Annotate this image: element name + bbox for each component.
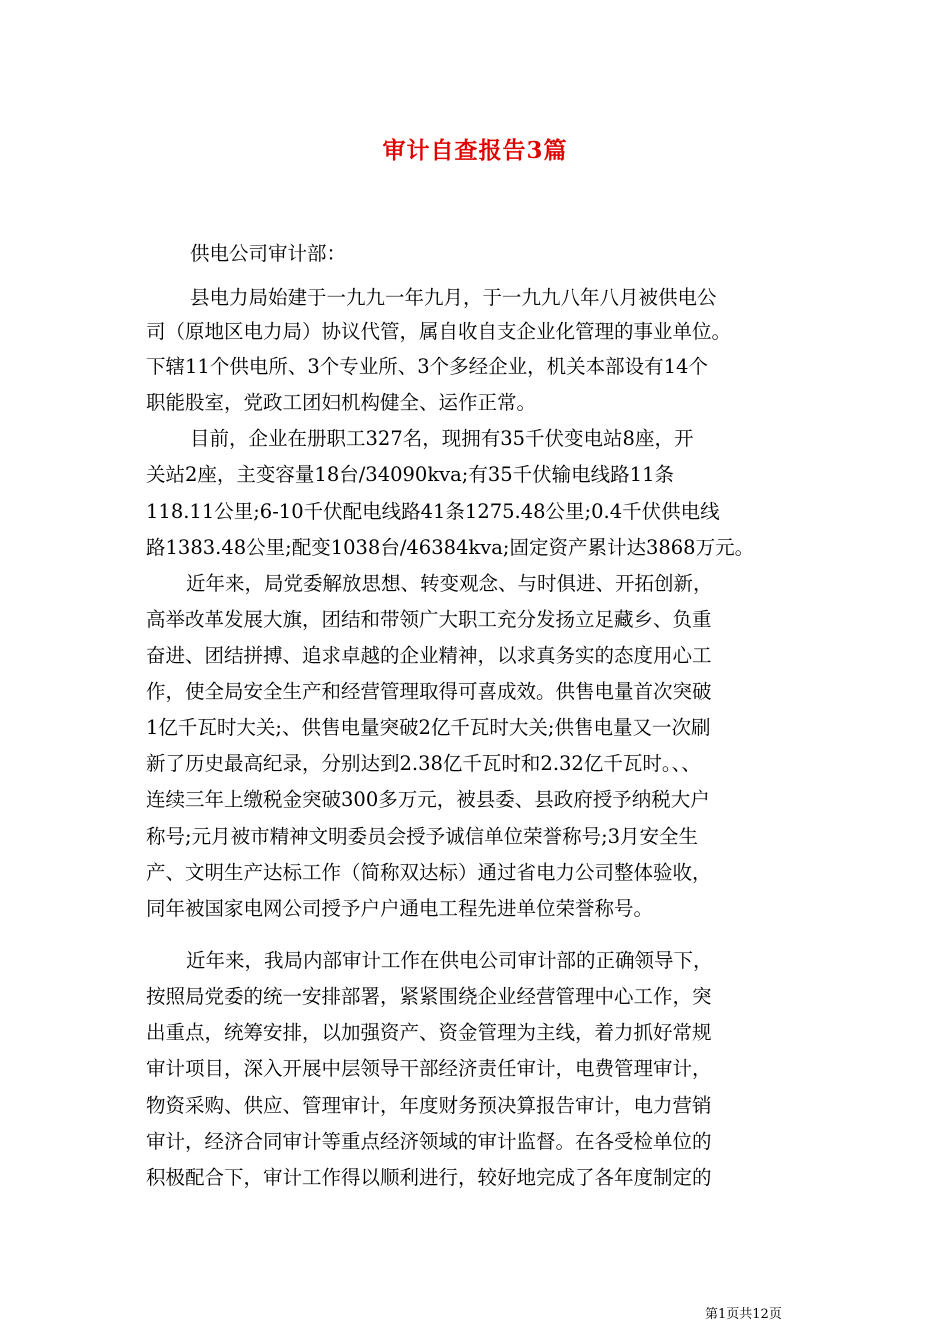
body-line: 出重点，统筹安排，以加强资产、资金管理为主线，着力抓好常规 [146, 1021, 712, 1044]
body-line: 连续三年上缴税金突破300多万元，被县委、县政府授予纳税大户 [146, 788, 710, 811]
body-line: 奋进、团结拼搏、追求卓越的企业精神，以求真务实的态度用心工 [146, 644, 712, 667]
body-line: 近年来，我局内部审计工作在供电公司审计部的正确领导下， [186, 949, 713, 972]
body-line: 供电公司审计部： [190, 242, 347, 265]
body-line: 产、文明生产达标工作（简称双达标）通过省电力公司整体验收， [146, 861, 712, 884]
body-line: 高举改革发展大旗，团结和带领广大职工充分发扬立足藏乡、负重 [146, 608, 712, 631]
body-line: 审计，经济合同审计等重点经济领域的审计监督。在各受检单位的 [146, 1130, 712, 1153]
body-line: 积极配合下，审计工作得以顺利进行，较好地完成了各年度制定的 [146, 1166, 712, 1189]
body-line: 近年来，局党委解放思想、转变观念、与时俱进、开拓创新， [186, 572, 713, 595]
body-line: 职能股室，党政工团妇机构健全、运作正常。 [146, 391, 537, 414]
body-line: 关站2座，主变容量18台/34090kva;有35千伏输电线路11条 [146, 463, 674, 486]
body-line: 司（原地区电力局）协议代管，属自收自支企业化管理的事业单位。 [146, 320, 732, 343]
body-line: 物资采购、供应、管理审计，年度财务预决算报告审计，电力营销 [146, 1094, 712, 1117]
body-line: 审计项目，深入开展中层领导干部经济责任审计，电费管理审计， [146, 1057, 712, 1080]
body-line: 县电力局始建于一九九一年九月，于一九九八年八月被供电公 [190, 286, 717, 309]
document-title: 审计自查报告3篇 [382, 137, 568, 164]
body-line: 目前，企业在册职工327名，现拥有35千伏变电站8座，开 [190, 427, 694, 450]
body-line: 下辖11个供电所、3个专业所、3个多经企业，机关本部设有14个 [146, 355, 708, 378]
body-line: 按照局党委的统一安排部署，紧紧围绕企业经营管理中心工作，突 [146, 985, 712, 1008]
body-line: 作，使全局安全生产和经营管理取得可喜成效。供售电量首次突破 [146, 680, 712, 703]
body-line: 路1383.48公里;配变1038台/46384kva;固定资产累计达3868万元。 [146, 536, 755, 559]
body-line: 118.11公里;6-10千伏配电线路41条1275.48公里;0.4千伏供电线 [146, 500, 720, 523]
body-line: 1亿千瓦时大关;、供售电量突破2亿千瓦时大关;供售电量又一次刷 [146, 716, 711, 739]
body-line: 新了历史最高纪录，分别达到2.38亿千瓦时和2.32亿千瓦时。、、 [146, 752, 701, 775]
page-number-footer: 第1页共12页 [705, 1307, 782, 1322]
body-line: 同年被国家电网公司授予户户通电工程先进单位荣誉称号。 [146, 897, 654, 920]
body-line: 称号;元月被市精神文明委员会授予诚信单位荣誉称号;3月安全生 [146, 825, 699, 848]
